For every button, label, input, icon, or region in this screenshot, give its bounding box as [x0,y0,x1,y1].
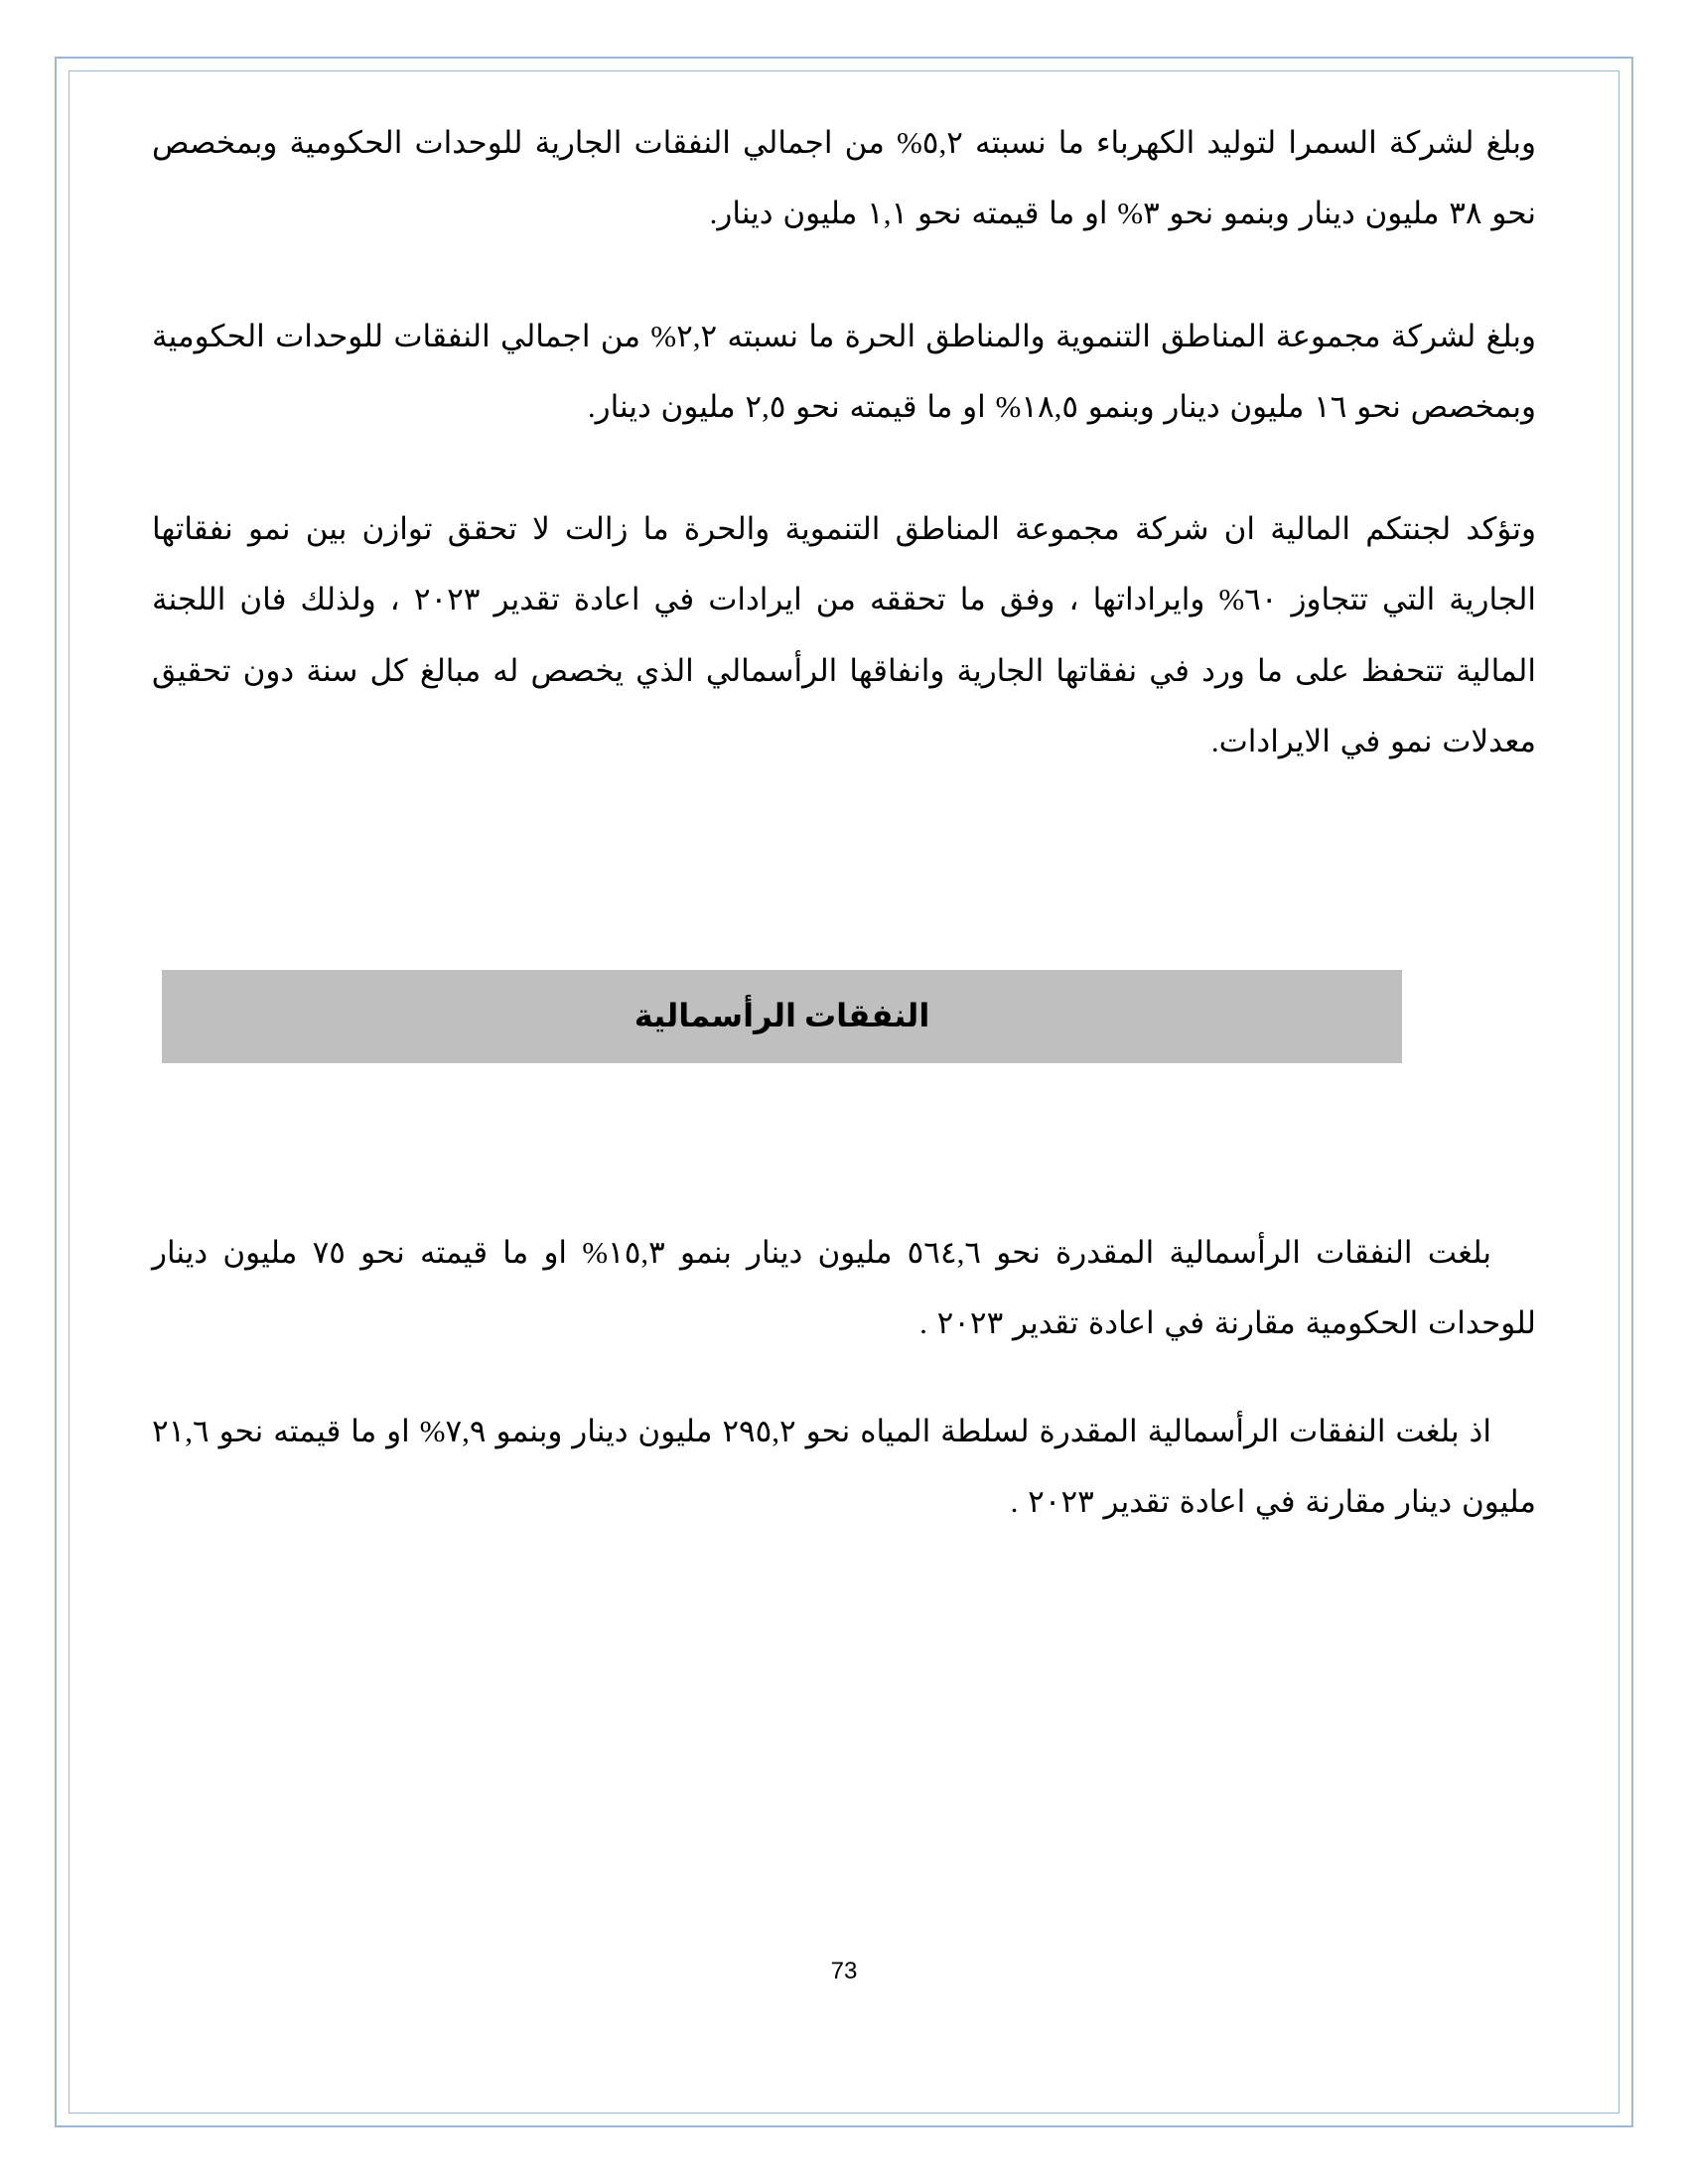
paragraph-development-free-zones: وبلغ لشركة مجموعة المناطق التنموية والمناطق الحرة ما نسبته ٢,٢% من اجمالي النفقات للوحدات الحكومية وبمخصص نحو ١٦ مليون دينار وبنمو ١٨,٥% او ما قيمته نحو ٢,٥ مليون دينار. [152,318,1536,424]
page-number: 73 [830,1958,858,1984]
section-heading-capital-expenditures: النفقات الرأسمالية [162,970,1402,1062]
paragraph-finance-committee-reservation: وتؤكد لجنتكم المالية ان شركة مجموعة المناطق التنموية والحرة ما زالت لا تحقق توازن بين نمو نفقاتها الجارية التي تتجاوز ٦٠% وايراداتها ، وفق ما تحققه من ايرادات في اعادة تقدير ٢٠٢٣ ، ولذلك فان اللجنة المالية تتحفظ على ما ورد في نفقاتها الجارية وانفاقها الرأسمالي الذي يخصص له مبالغ كل سنة دون تحقيق معدلات نمو في الايرادات. [152,511,1536,759]
paragraph-samra-electricity: وبلغ لشركة السمرا لتوليد الكهرباء ما نسبته ٥,٢% من اجمالي النفقات الجارية للوحدات الحكومية وبمخصص نحو ٣٨ مليون دينار وبنمو نحو ٣% او ما قيمته نحو ١,١ مليون دينار. [152,125,1536,231]
paragraph-capital-expenditures-total: بلغت النفقات الرأسمالية المقدرة نحو ٥٦٤,٦ مليون دينار بنمو ١٥,٣% او ما قيمته نحو ٧٥ مليون دينار للوحدات الحكومية مقارنة في اعادة تقدير ٢٠٢٣ . [152,1234,1536,1340]
paragraph-water-authority-capital: اذ بلغت النفقات الرأسمالية المقدرة لسلطة المياه نحو ٢٩٥,٢ مليون دينار وبنمو ٧,٩% او ما قيمته نحو ٢١,٦ مليون دينار مقارنة في اعادة تقدير ٢٠٢٣ . [152,1414,1536,1520]
page-content [152,107,1536,1575]
